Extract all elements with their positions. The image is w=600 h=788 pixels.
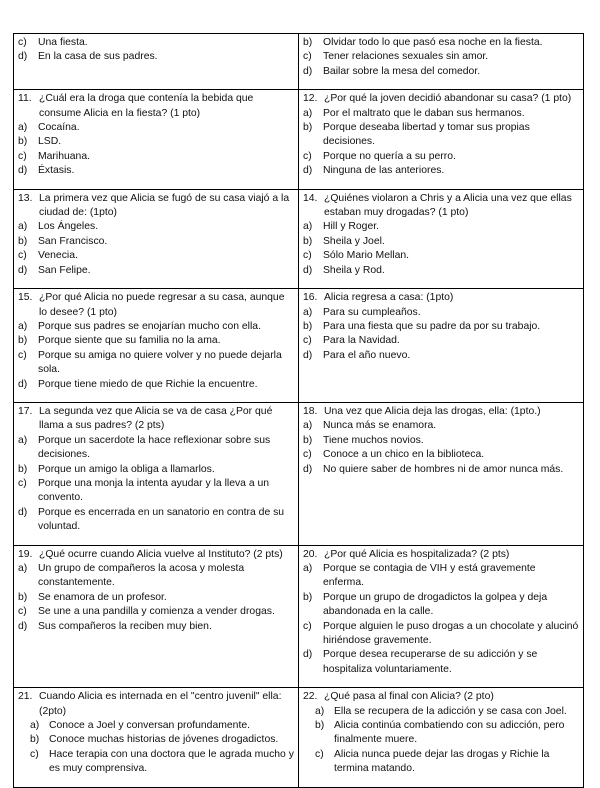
option-letter: c)	[18, 606, 27, 618]
option-text: Conoce a un chico en la biblioteca.	[323, 449, 485, 461]
question-number: 12.	[303, 93, 318, 105]
option-text: San Francisco.	[38, 235, 108, 247]
option-text: Porque un amigo la obliga a llamarlos.	[38, 463, 215, 475]
option-letter: a)	[303, 420, 313, 432]
answer-option	[303, 334, 579, 348]
question-text: ¿Por qué Alicia no puede regresar a su casa, aunque lo desee? (1 pto)	[39, 292, 285, 318]
answer-option	[303, 107, 579, 121]
option-text: Un grupo de compañeros la acosa y molesta constantemente.	[38, 563, 245, 589]
option-letter: c)	[303, 620, 312, 632]
question-prompt	[18, 291, 294, 320]
option-letter: a)	[303, 221, 313, 233]
answer-option	[18, 591, 294, 605]
option-text: Porque una monja la intenta ayudar y la lleva a un convento.	[38, 477, 270, 504]
question-number: 19.	[18, 548, 33, 560]
answer-option	[303, 220, 579, 234]
option-letter: c)	[18, 477, 27, 489]
option-text: Para el año nuevo.	[323, 349, 411, 361]
option-letter: a)	[18, 320, 28, 332]
option-text: Los Ángeles.	[38, 221, 99, 233]
question-row	[14, 402, 584, 545]
option-letter: d)	[303, 165, 313, 177]
answer-option	[303, 235, 579, 249]
option-text: Se enamora de un profesor.	[38, 591, 167, 603]
question-number: 13.	[18, 192, 33, 204]
option-text: Venecia.	[38, 250, 78, 262]
option-text: San Felipe.	[38, 264, 91, 276]
question-text: Una vez que Alicia deja las drogas, ella: (1pto.)	[324, 405, 541, 417]
option-text: Nunca más se enamora.	[323, 420, 437, 432]
question-prompt	[303, 192, 579, 221]
option-letter: d)	[303, 463, 313, 475]
question-number: 14.	[303, 192, 318, 204]
question-text: La segunda vez que Alicia se va de casa ¿Por qué llama a sus padres? (2 pts)	[39, 405, 273, 432]
question-number: 18.	[303, 405, 318, 417]
option-letter: a)	[315, 705, 325, 717]
option-letter: d)	[18, 264, 28, 276]
option-text: Porque se contagia de VIH y está gravemente enferma.	[323, 563, 536, 589]
question-number: 17.	[18, 405, 33, 417]
option-letter: d)	[303, 649, 313, 661]
option-text: LSD.	[38, 136, 62, 148]
answer-option	[18, 36, 294, 50]
answer-option	[303, 705, 579, 719]
answer-option	[18, 733, 294, 747]
question-prompt	[18, 690, 294, 719]
answer-option	[18, 121, 294, 135]
answer-option	[303, 463, 579, 477]
answer-option	[18, 50, 294, 64]
option-letter: b)	[303, 37, 313, 48]
option-text: Porque no quería a su perro.	[323, 150, 456, 162]
option-letter: b)	[303, 235, 313, 247]
answer-option	[18, 320, 294, 334]
question-row	[14, 189, 584, 288]
question-number: 21.	[18, 691, 33, 703]
option-letter: a)	[30, 720, 40, 732]
question-number: 20.	[303, 548, 318, 560]
option-letter: c)	[303, 449, 312, 461]
answer-option	[18, 605, 294, 619]
option-text: Ninguna de las anteriores.	[323, 165, 445, 177]
question-text: ¿Cuál era la droga que contenía la bebida que consume Alicia en la fiesta? (1 pto)	[39, 93, 254, 119]
question-cell	[14, 688, 299, 787]
option-text: Hill y Roger.	[323, 221, 380, 233]
answer-option	[303, 562, 579, 591]
option-text: Para su cumpleaños.	[323, 306, 421, 318]
answer-option	[18, 434, 294, 463]
question-prompt	[303, 291, 579, 305]
question-prompt	[18, 192, 294, 221]
answer-option	[18, 477, 294, 506]
option-text: Tener relaciones sexuales sin amor.	[323, 51, 489, 63]
question-text: ¿Qué pasa al final con Alicia? (2 pto)	[324, 691, 494, 703]
question-table	[13, 33, 584, 788]
option-text: Tiene muchos novios.	[323, 434, 424, 446]
option-letter: d)	[18, 51, 28, 63]
answer-option	[18, 620, 294, 634]
question-number: 11.	[18, 93, 32, 105]
option-letter: d)	[18, 506, 28, 518]
answer-option	[303, 748, 579, 777]
answer-option	[18, 719, 294, 733]
option-text: Olvidar todo lo que pasó esa noche en la fiesta.	[323, 37, 543, 48]
option-letter: c)	[315, 748, 324, 760]
option-letter: c)	[18, 250, 27, 262]
answer-option	[303, 419, 579, 433]
answer-option	[18, 562, 294, 591]
option-text: Porque alguien le puso drogas a un chocolate y alucinó hiriéndose gravemente.	[323, 620, 579, 647]
answer-option	[18, 349, 294, 378]
answer-option	[18, 748, 294, 777]
question-prompt	[18, 92, 294, 121]
option-text: Conoce muchas historias de jóvenes drogadictos.	[49, 734, 279, 746]
option-letter: b)	[303, 591, 313, 603]
question-number: 15.	[18, 292, 33, 304]
answer-option	[18, 235, 294, 249]
option-letter: b)	[18, 136, 28, 148]
option-letter: c)	[303, 150, 312, 162]
question-cell	[14, 402, 299, 545]
question-row	[14, 34, 584, 90]
answer-option	[303, 719, 579, 748]
option-text: Sheila y Joel.	[323, 235, 385, 247]
answer-option	[303, 591, 579, 620]
option-text: Porque un grupo de drogadictos la golpea y deja abandonada en la calle.	[323, 591, 548, 618]
question-prompt	[303, 92, 579, 106]
option-letter: a)	[303, 306, 313, 318]
option-text: Para la Navidad.	[323, 335, 400, 347]
answer-option	[303, 448, 579, 462]
answer-option	[18, 249, 294, 263]
option-text: Cocaína.	[38, 122, 80, 134]
option-letter: c)	[18, 37, 27, 48]
option-letter: a)	[18, 221, 28, 233]
option-text: Porque siente que su familia no la ama.	[38, 335, 221, 347]
answer-option	[303, 648, 579, 677]
option-text: Éxtasis.	[38, 165, 75, 177]
option-letter: b)	[18, 463, 28, 475]
option-letter: d)	[18, 378, 28, 390]
question-row	[14, 90, 584, 189]
answer-option	[303, 620, 579, 649]
option-text: Se une a una pandilla y comienza a vender drogas.	[38, 606, 275, 618]
question-prompt	[18, 548, 294, 562]
question-cell	[299, 90, 584, 189]
option-letter: b)	[303, 434, 313, 446]
question-number: 16.	[303, 292, 318, 304]
option-letter: a)	[18, 122, 28, 134]
answer-option	[303, 249, 579, 263]
answer-option	[303, 50, 579, 64]
option-text: Sus compañeros la reciben muy bien.	[38, 620, 212, 632]
option-letter: b)	[30, 734, 40, 746]
option-letter: b)	[18, 591, 28, 603]
question-prompt	[303, 548, 579, 562]
question-cell	[299, 688, 584, 787]
option-text: Sheila y Rod.	[323, 264, 385, 276]
answer-option	[303, 65, 579, 79]
question-prompt	[303, 405, 579, 419]
question-text: ¿Por qué la joven decidió abandonar su casa? (1 pto)	[324, 93, 572, 105]
question-cell	[299, 289, 584, 403]
answer-option	[303, 150, 579, 164]
question-number: 22.	[303, 691, 318, 703]
option-letter: a)	[303, 107, 313, 119]
option-text: Porque tiene miedo de que Richie la encuentre.	[38, 378, 258, 390]
question-text: Alicia regresa a casa: (1pto)	[324, 292, 454, 304]
answer-option	[303, 264, 579, 278]
answer-option	[18, 220, 294, 234]
option-letter: c)	[18, 349, 27, 361]
option-text: Para una fiesta que su padre da por su trabajo.	[323, 320, 541, 332]
question-table-body	[14, 34, 584, 788]
answer-option	[18, 164, 294, 178]
question-text: ¿Por qué Alicia es hospitalizada? (2 pts)	[324, 548, 510, 560]
question-cell	[299, 545, 584, 688]
option-letter: c)	[303, 250, 312, 262]
question-cell	[14, 90, 299, 189]
answer-option	[18, 334, 294, 348]
option-letter: c)	[18, 150, 27, 162]
option-letter: d)	[303, 349, 313, 361]
answer-option	[303, 121, 579, 150]
option-text: Alicia nunca puede dejar las drogas y Richie la termina matando.	[334, 748, 550, 775]
option-text: Sólo Mario Mellan.	[323, 250, 410, 262]
option-text: Bailar sobre la mesa del comedor.	[323, 65, 481, 77]
option-letter: b)	[315, 720, 325, 732]
option-text: No quiere saber de hombres ni de amor nunca más.	[323, 463, 564, 475]
option-letter: d)	[18, 620, 28, 632]
question-cell	[14, 289, 299, 403]
option-text: Porque su amiga no quiere volver y no puede dejarla sola.	[38, 349, 282, 376]
option-text: Porque un sacerdote la hace reflexionar sobre sus decisiones.	[38, 434, 271, 461]
option-text: Por el maltrato que le daban sus hermanos.	[323, 107, 525, 119]
question-cell	[14, 34, 299, 90]
question-row	[14, 289, 584, 403]
answer-option	[18, 463, 294, 477]
option-text: Porque sus padres se enojarían mucho con ella.	[38, 320, 261, 332]
answer-option	[303, 36, 579, 50]
question-prompt	[303, 690, 579, 704]
answer-option	[18, 150, 294, 164]
option-letter: b)	[303, 122, 313, 134]
option-letter: d)	[303, 65, 313, 77]
answer-option	[303, 306, 579, 320]
question-cell	[14, 189, 299, 288]
option-text: Marihuana.	[38, 150, 90, 162]
option-text: Ella se recupera de la adicción y se casa con Joel.	[334, 705, 567, 717]
answer-option	[303, 434, 579, 448]
answer-option	[303, 349, 579, 363]
option-text: Hace terapia con una doctora que le agrada mucho y es muy comprensiva.	[49, 748, 294, 775]
option-letter: a)	[303, 563, 313, 574]
option-letter: b)	[18, 335, 28, 347]
option-text: Porque desea recuperarse de su adicción y se hospitaliza voluntariamente.	[323, 649, 538, 675]
answer-option	[18, 135, 294, 149]
answer-option	[18, 506, 294, 535]
question-text: ¿Qué ocurre cuando Alicia vuelve al Instituto? (2 pts)	[39, 548, 283, 560]
option-text: Conoce a Joel y conversan profundamente.	[49, 720, 251, 732]
option-text: Alicia continúa combatiendo con su adicción, pero finalmente muere.	[334, 720, 565, 746]
question-cell	[299, 189, 584, 288]
question-row	[14, 688, 584, 787]
answer-option	[303, 164, 579, 178]
question-text: Cuando Alicia es internada en el "centro juvenil" ella: (2pto)	[39, 691, 282, 717]
option-letter: d)	[303, 264, 313, 276]
option-text: Porque es encerrada en un sanatorio en contra de su voluntad.	[38, 506, 285, 533]
question-cell	[299, 402, 584, 545]
answer-option	[303, 320, 579, 334]
option-letter: c)	[30, 748, 39, 760]
option-letter: b)	[303, 320, 313, 332]
question-text: ¿Quiénes violaron a Chris y a Alicia una vez que ellas estaban muy drogadas? (1 pto)	[324, 192, 572, 219]
option-text: Porque deseaba libertad y tomar sus propias decisiones.	[323, 122, 530, 148]
option-text: En la casa de sus padres.	[38, 51, 158, 63]
question-cell	[299, 34, 584, 90]
question-text: La primera vez que Alicia se fugó de su casa viajó a la ciudad de: (1pto)	[39, 192, 290, 219]
option-letter: a)	[18, 563, 28, 574]
option-letter: d)	[18, 165, 28, 177]
option-letter: c)	[303, 51, 312, 63]
answer-option	[18, 264, 294, 278]
option-letter: a)	[18, 434, 28, 446]
option-text: Una fiesta.	[38, 37, 88, 48]
option-letter: c)	[303, 335, 312, 347]
option-letter: b)	[18, 235, 28, 247]
question-cell	[14, 545, 299, 688]
answer-option	[18, 378, 294, 392]
question-row	[14, 545, 584, 688]
question-prompt	[18, 405, 294, 434]
